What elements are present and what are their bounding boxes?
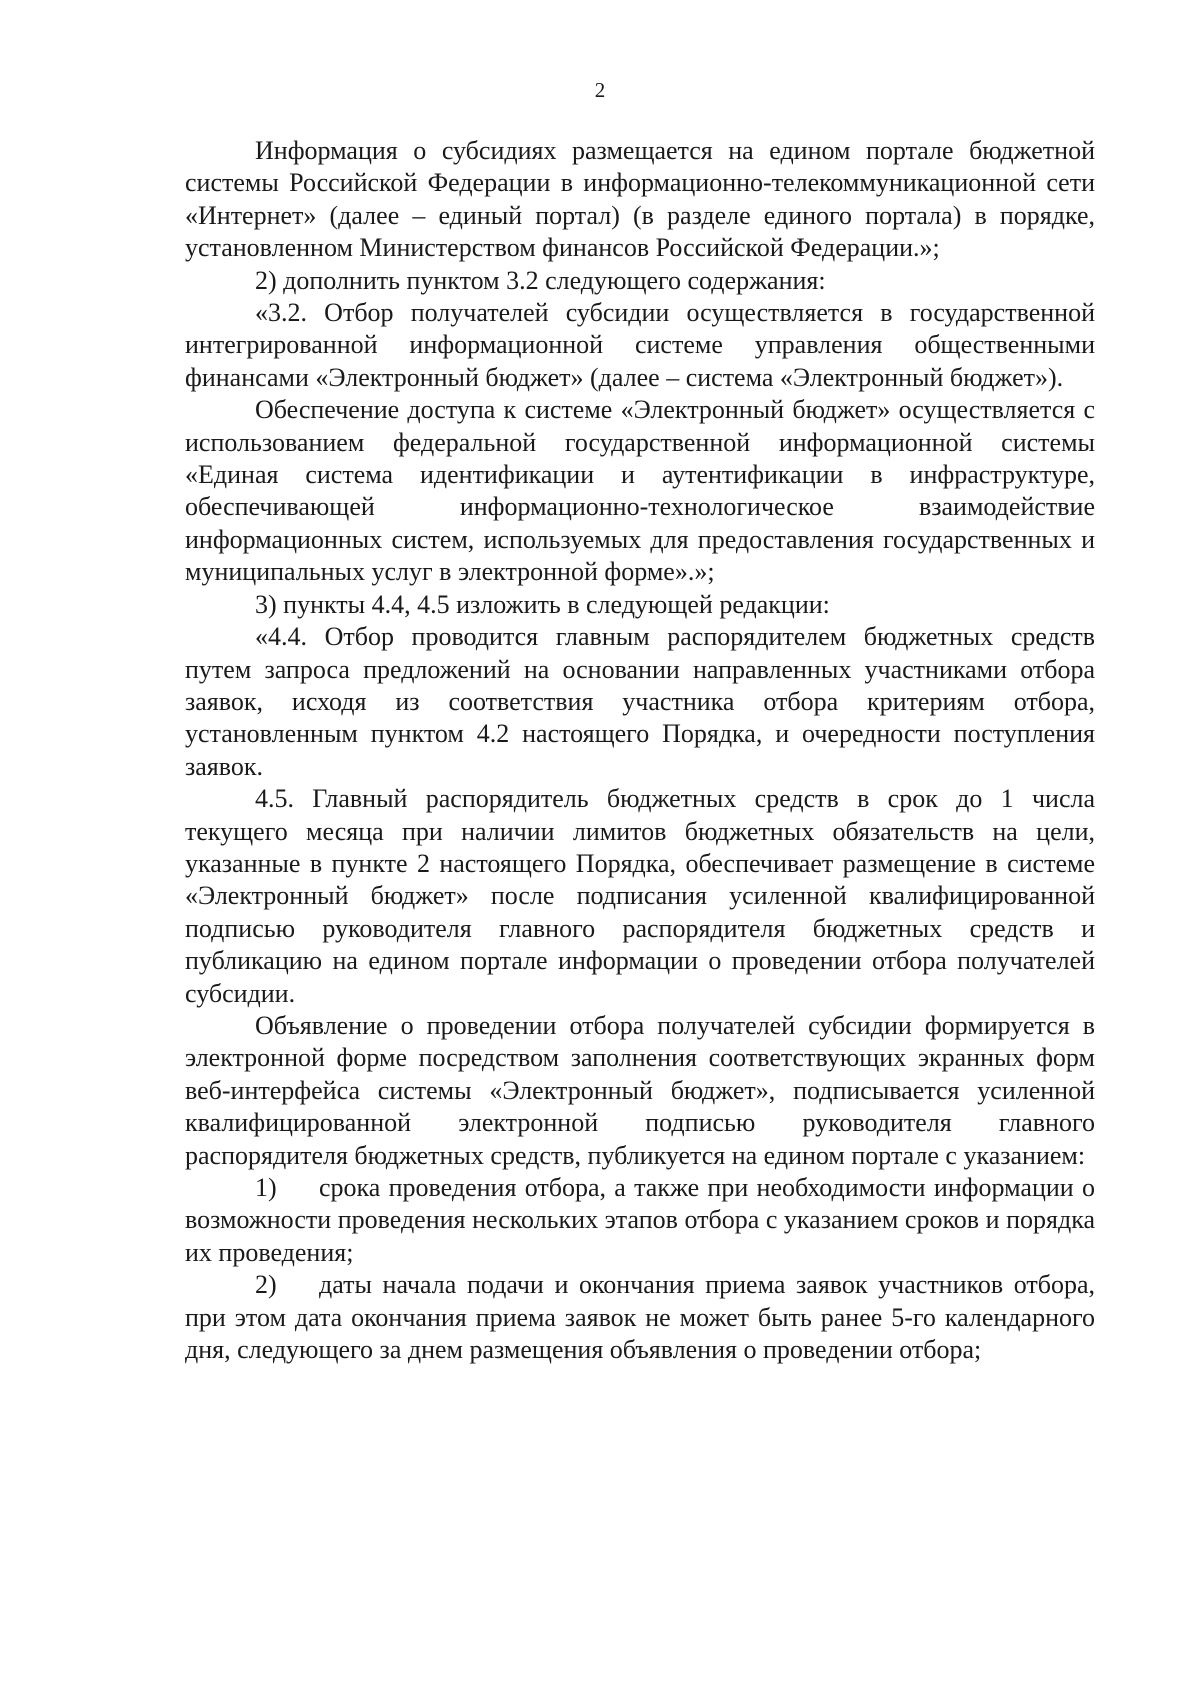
- document-body: [185, 135, 1095, 1366]
- list-item-text: даты начала подачи и окончания приема заявок участников отбора, при этом дата окончания приема заявок не может быть ранее 5-го календарного дня, следующего за днем размещения объявления о проведении отбора;: [185, 1270, 1095, 1365]
- paragraph: «3.2. Отбор получателей субсидии осуществляется в государственной интегрированной информационной системе управления общественными финансами «Электронный бюджет» (далее – система «Электронный бюджет»).: [185, 298, 1095, 392]
- list-item: [185, 1269, 1095, 1366]
- list-item-marker: 2): [255, 1270, 277, 1300]
- page-number: 2: [594, 78, 606, 102]
- paragraph: Объявление о проведении отбора получателей субсидии формируется в электронной форме посредством заполнения соответствующих экранных форм веб-интерфейса системы «Электронный бюджет», подписывается усиленной квалифицированной электронной подписью руководителя главного распорядителя бюджетных средств, публикуется на едином портале с указанием:: [185, 1010, 1095, 1170]
- paragraph: 2) дополнить пунктом 3.2 следующего содержания:: [255, 265, 826, 295]
- list-item: [185, 1172, 1095, 1269]
- paragraph: «4.4. Отбор проводится главным распорядителем бюджетных средств путем запроса предложений на основании направленных участниками отбора заявок, исходя из соответствия участника отбора критериям отбора, установленным пунктом 4.2 настоящего Порядка, и очередности поступления заявок.: [185, 622, 1095, 781]
- paragraph: Информация о субсидиях размещается на едином портале бюджетной системы Российской Федерации в информационно-телекоммуникационной сети «Интернет» (далее – единый портал) (в разделе единого портала) в порядке, установленном Министерством финансов Российской Федерации.»;: [185, 136, 1095, 263]
- paragraph: Обеспечение доступа к системе «Электронный бюджет» осуществляется с использованием федеральной государственной информационной системы «Единая система идентификации и аутентификации в инфраструктуре, обеспечивающей информационно-технологическое взаимодействие информационных систем, используемых для предоставления государственных и муниципальных услуг в электронной форме».»;: [185, 395, 1095, 587]
- paragraph: 4.5. Главный распорядитель бюджетных средств в срок до 1 числа текущего месяца при наличии лимитов бюджетных обязательств на цели, указанные в пункте 2 настоящего Порядка, обеспечивает размещение в системе «Электронный бюджет» после подписания усиленной квалифицированной подписью руководителя главного распорядителя бюджетных средств и публикацию на едином портале информации о проведении отбора получателей субсидии.: [185, 784, 1095, 1008]
- list-item-text: срока проведения отбора, а также при необходимости информации о возможности проведения нескольких этапов отбора с указанием сроков и порядка их проведения;: [185, 1173, 1095, 1267]
- list-item-marker: 1): [255, 1173, 277, 1202]
- paragraph: 3) пункты 4.4, 4.5 изложить в следующей редакции:: [255, 589, 830, 619]
